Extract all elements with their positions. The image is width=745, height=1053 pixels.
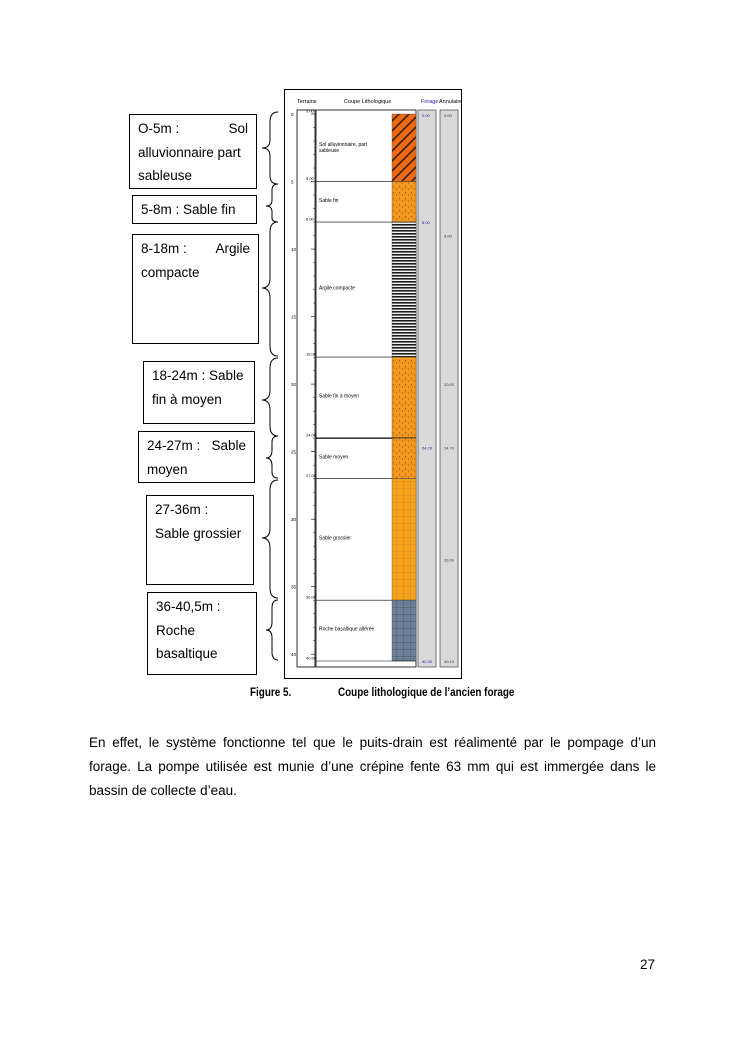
- brace-36-40-5m: [266, 600, 278, 660]
- scale-tick-label: 30: [291, 517, 297, 523]
- callout-36-40-5m: [147, 592, 257, 675]
- annulaire-label: 0.00: [444, 113, 452, 118]
- brace-18-24m: [262, 358, 278, 436]
- forage-label: 24.70: [422, 445, 433, 451]
- annulaire-label: 20.00: [444, 382, 455, 388]
- layer-pattern: [392, 479, 416, 601]
- header-terrains: Terrains: [297, 99, 317, 105]
- callout-text: fin à moyen: [152, 391, 222, 407]
- page-number: 27: [640, 957, 656, 972]
- scale-tick-label: 5: [291, 179, 294, 185]
- callout-text: 24-27m :: [147, 438, 201, 453]
- callout-text: 8-18m :: [141, 241, 187, 256]
- depth-scale: [297, 110, 315, 667]
- depth-label: 27.00: [306, 473, 317, 479]
- brace-8-18m: [262, 222, 278, 356]
- callout-text: Sable: [211, 438, 246, 453]
- callout-text: alluvionnaire part: [138, 144, 241, 160]
- annulaire-column: [440, 110, 458, 667]
- callout-24-27m: [138, 431, 255, 483]
- depth-label: 24.00: [306, 432, 317, 438]
- forage-label: 40.30: [422, 659, 433, 664]
- callout-text: O-5m :: [138, 121, 180, 136]
- callout-text: 18-24m : Sable: [152, 368, 244, 383]
- depth-label: 8.00: [306, 216, 314, 222]
- callout-text: compacte: [141, 264, 200, 280]
- scale-tick-label: 0: [291, 112, 294, 117]
- figure-title: Coupe lithologique de l’ancien forage: [338, 687, 515, 699]
- depth-label: 40.50: [306, 655, 317, 661]
- figure-label: Figure 5.: [250, 687, 292, 699]
- layer-name: Sable fin à moyen: [319, 393, 360, 400]
- forage-column: [418, 110, 436, 667]
- scale-tick-label: 40: [291, 652, 297, 658]
- callout-5-8m: [132, 195, 257, 224]
- annulaire-label: 33.00: [444, 557, 455, 563]
- callout-text: moyen: [147, 461, 188, 477]
- callout-text: Sol: [228, 121, 248, 136]
- callout-text: Argile: [215, 241, 250, 256]
- callout-0-5m: [129, 114, 257, 189]
- layer-name: Sol alluvionnaire, part sableuse: [319, 142, 368, 154]
- callout-text: Sable grossier: [155, 525, 242, 541]
- callout-text: sableuse: [138, 168, 193, 183]
- header-coupe: Coupe Lithologique: [344, 99, 392, 105]
- callout-8-18m: [132, 234, 259, 344]
- scale-tick-label: 15: [291, 314, 297, 320]
- callout-text: 5-8m : Sable fin: [141, 202, 236, 217]
- brace-27-36m: [262, 480, 278, 598]
- scale-tick-label: 35: [291, 584, 297, 590]
- layer-name: Sable moyen: [319, 454, 349, 461]
- callout-text: 36-40,5m :: [156, 599, 221, 614]
- scale-tick-label: 25: [291, 449, 297, 455]
- callout-text: Roche: [156, 622, 196, 638]
- annulaire-label: 24.70: [444, 445, 455, 451]
- layer-pattern: [392, 438, 416, 479]
- forage-label: 0.00: [422, 113, 430, 118]
- scale-tick-label: 10: [291, 247, 297, 253]
- callout-18-24m: [143, 361, 255, 424]
- layer-name: Sable fin: [319, 197, 339, 204]
- layer-pattern: [392, 114, 416, 182]
- layer-name: Roche basaltique altérée: [319, 626, 375, 633]
- layer-pattern: [392, 600, 416, 661]
- annulaire-label: 9.00: [444, 233, 452, 239]
- depth-label: 0.00: [306, 108, 314, 114]
- callout-text: basaltique: [156, 646, 218, 661]
- header-forage: Forage: [421, 99, 439, 105]
- layer-name: Sable grossier: [319, 535, 351, 542]
- header-annulaire: Annulaire: [439, 99, 462, 105]
- depth-label: 18.00: [306, 351, 317, 357]
- body-paragraph: En effet, le système fonctionne tel que le puits-drain est réalimenté par le pompage d’un forage. La pompe utilisée est munie d’une crépine fente 63 mm qui est immergée dans le bassin de collecte d’eau.: [89, 735, 656, 798]
- annulaire-label: 40.10: [444, 659, 455, 664]
- scale-tick-label: 20: [291, 382, 297, 388]
- callout-27-36m: [146, 495, 254, 585]
- layer-pattern: [392, 222, 416, 357]
- brace-5-8m: [266, 184, 278, 222]
- depth-label: 36.00: [306, 594, 317, 600]
- depth-label: 5.00: [306, 176, 314, 182]
- brace-0-5m: [262, 112, 278, 184]
- forage-label: 8.00: [422, 220, 430, 226]
- layer-pattern: [392, 357, 416, 438]
- layer-name: Argile compacte: [319, 285, 355, 292]
- layer-pattern: [392, 182, 416, 223]
- brace-24-27m: [266, 436, 278, 478]
- lithologic-log: [284, 89, 462, 679]
- callout-text: 27-36m :: [155, 502, 209, 517]
